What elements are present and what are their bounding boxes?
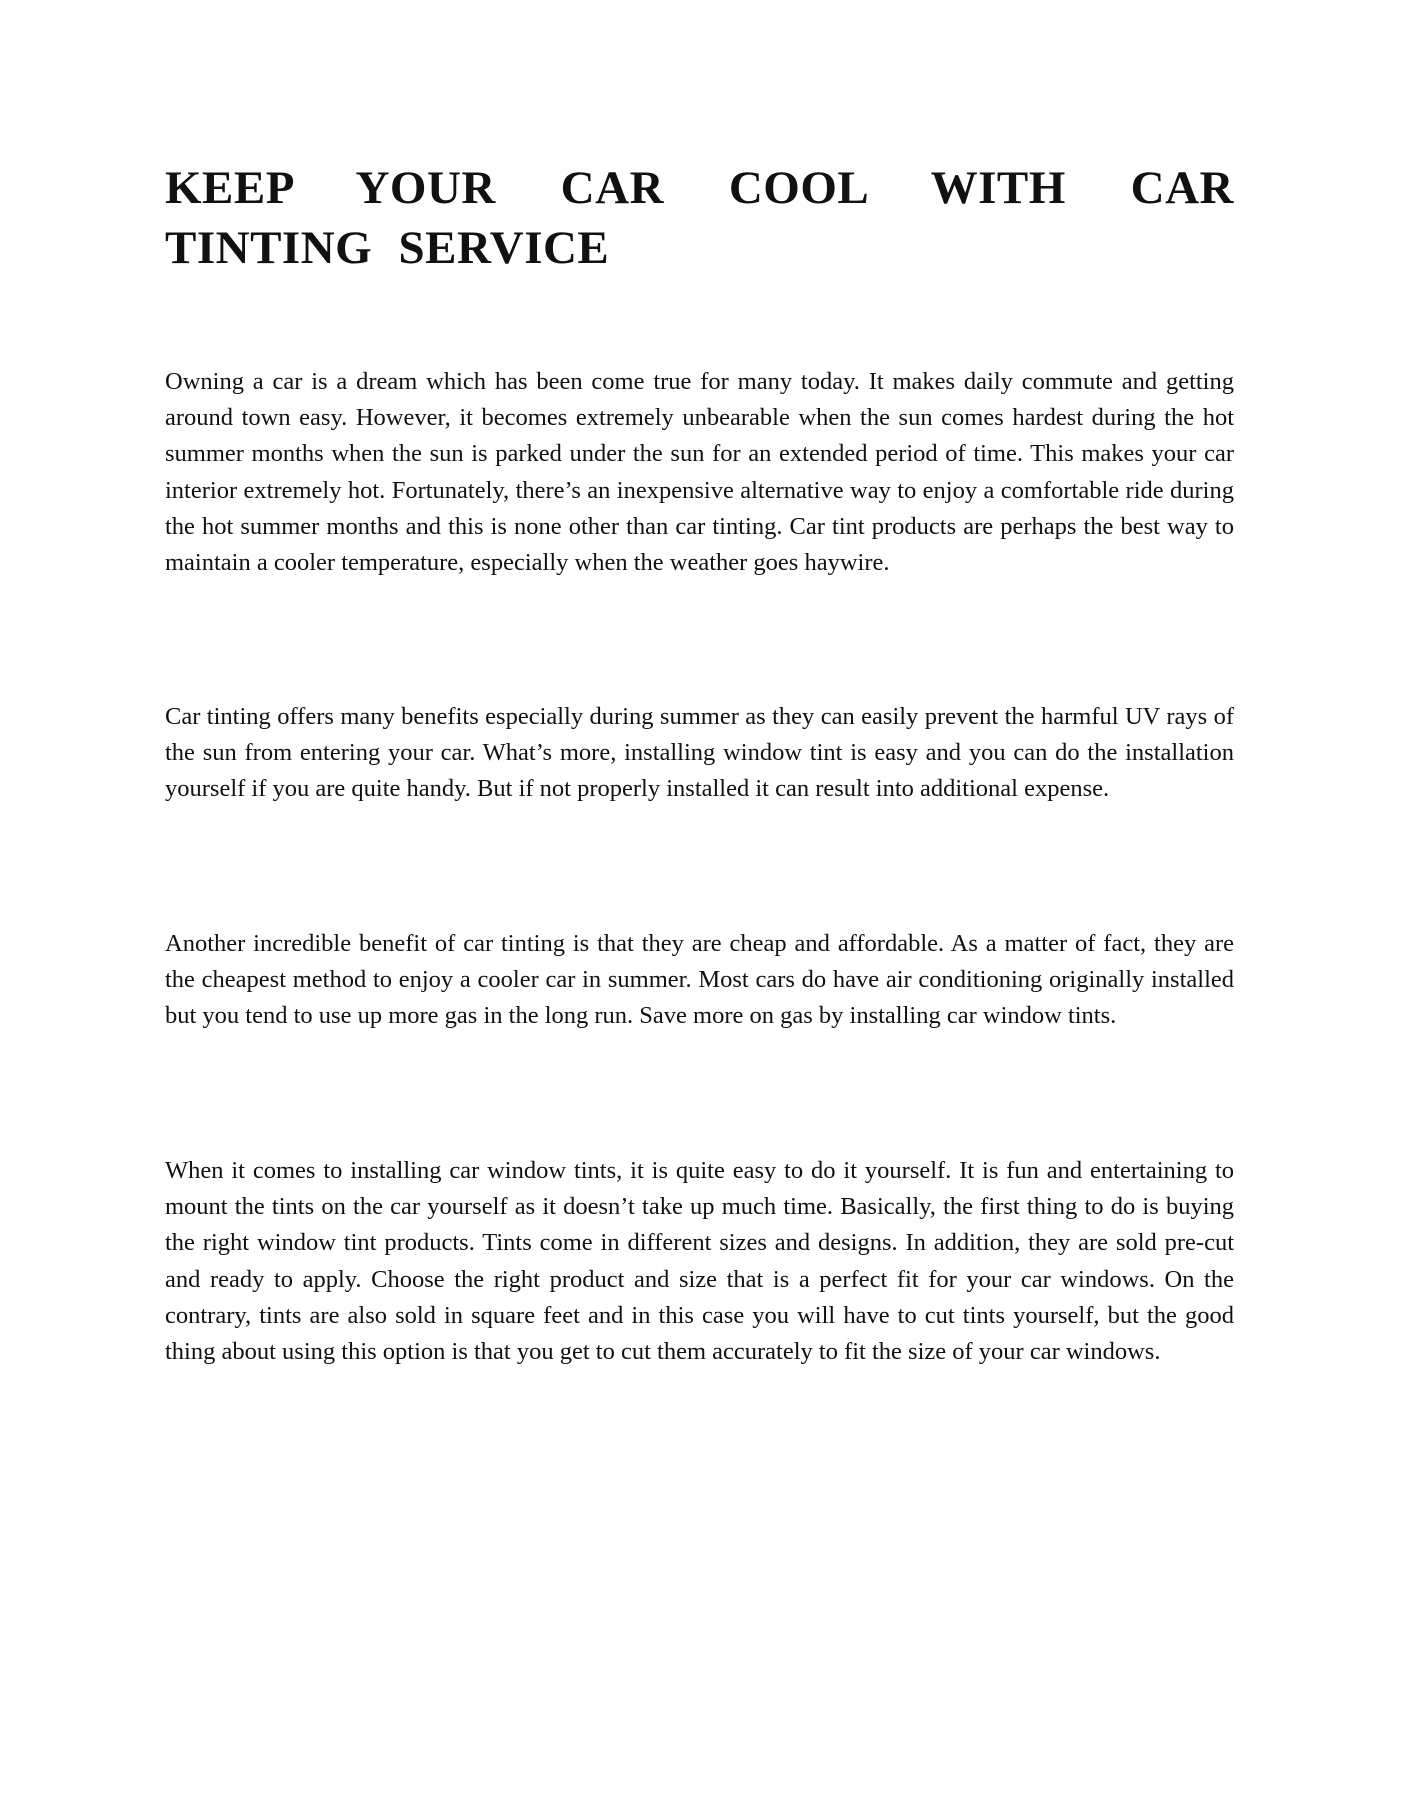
paragraph-4: When it comes to installing car window tints, it is quite easy to do it yourself. It is fun and entertaining to mount the tints on the car yourself as it doesn’t take up much time. Basically, the first thing to do is buying the right window tint products. Tints come in different sizes and designs. In addition, they are sold pre-cut and ready to apply. Choose the right product and size that is a perfect fit for your car windows. On the contrary, tints are also sold in square feet and in this case you will have to cut tints yourself, but the good thing about using this option is that you get to cut them accurately to fit the size of your car windows.	[165, 1157, 1234, 1366]
document-title: KEEP YOUR CAR COOL WITH CAR TINTING SERVICE	[165, 162, 1234, 274]
paragraph-2: Car tinting offers many benefits especially during summer as they can easily prevent the harmful UV rays of the sun from entering your car. What’s more, installing window tint is easy and you can do the installation yourself if you are quite handy. But if not properly installed it can result into additional expense.	[165, 703, 1234, 803]
paragraph-3: Another incredible benefit of car tinting is that they are cheap and affordable. As a matter of fact, they are the cheapest method to enjoy a cooler car in summer. Most cars do have air conditioning originally installed but you tend to use up more gas in the long run. Save more on gas by installing car window tints.	[165, 930, 1234, 1030]
paragraph-1: Owning a car is a dream which has been come true for many today. It makes daily commute and getting around town easy. However, it becomes extremely unbearable when the sun comes hardest during the hot summer months when the sun is parked under the sun for an extended period of time. This makes your car interior extremely hot. Fortunately, there’s an inexpensive alternative way to enjoy a comfortable ride during the hot summer months and this is none other than car tinting. Car tint products are perhaps the best way to maintain a cooler temperature, especially when the weather goes haywire.	[165, 368, 1234, 577]
